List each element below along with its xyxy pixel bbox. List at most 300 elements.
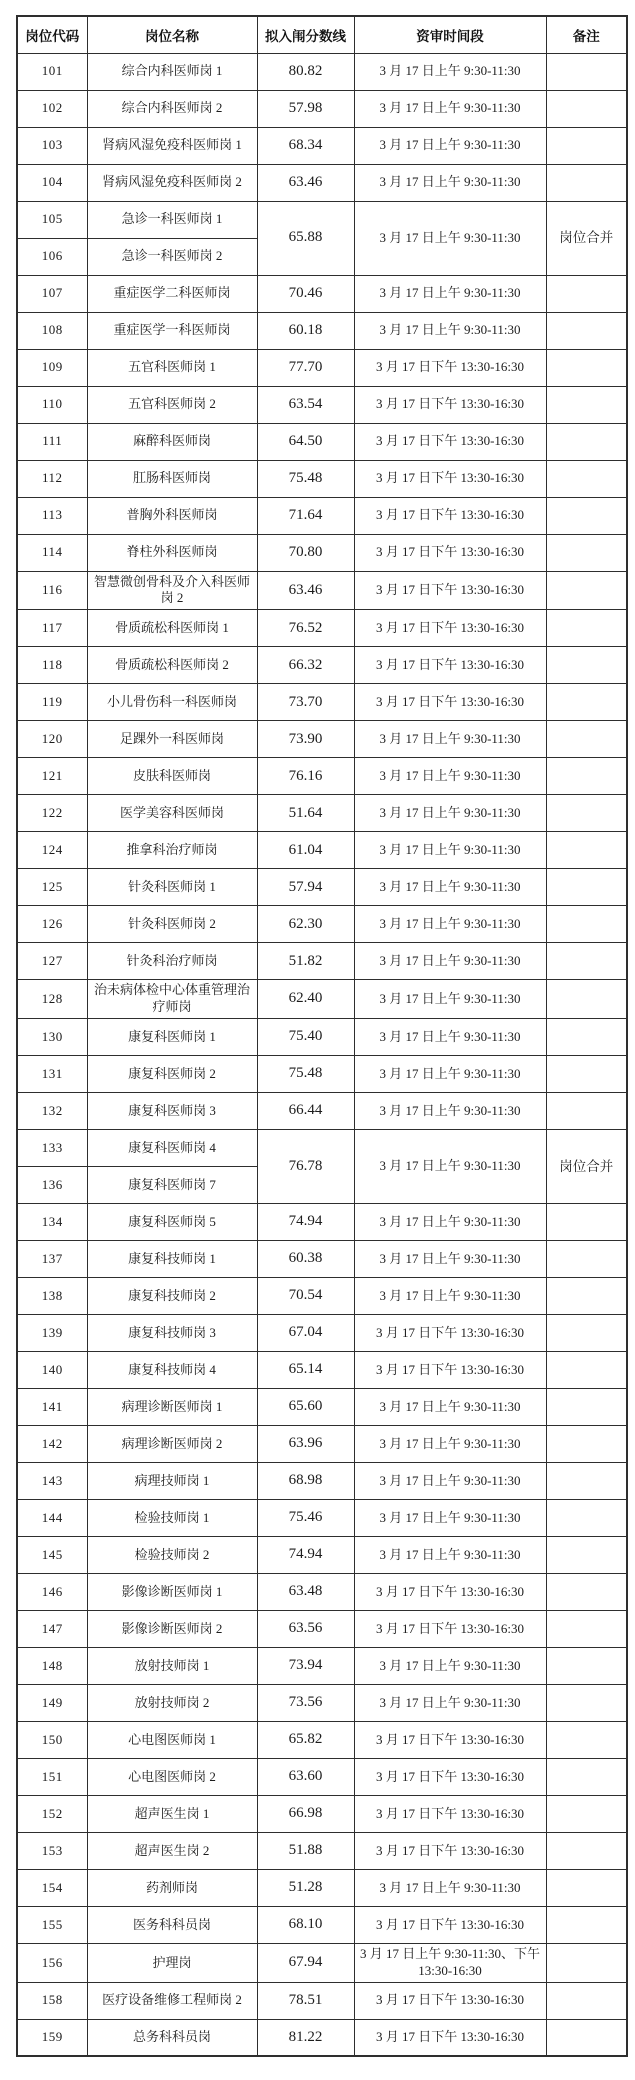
cell-position-code: 101 bbox=[17, 53, 87, 90]
cell-remarks bbox=[546, 1982, 627, 2019]
cell-score-line: 81.22 bbox=[257, 2019, 354, 2056]
table-row bbox=[17, 201, 627, 238]
cell-score-line: 70.54 bbox=[257, 1278, 354, 1315]
cell-position-code: 155 bbox=[17, 1907, 87, 1944]
cell-position-name: 康复科技师岗 1 bbox=[87, 1241, 257, 1278]
cell-score-line: 63.54 bbox=[257, 386, 354, 423]
cell-score-line: 51.88 bbox=[257, 1833, 354, 1870]
cell-remarks bbox=[546, 1500, 627, 1537]
cell-position-code: 116 bbox=[17, 571, 87, 610]
cell-score-line: 67.04 bbox=[257, 1315, 354, 1352]
cell-review-time: 3 月 17 日下午 13:30-16:30 bbox=[354, 571, 546, 610]
table-row bbox=[17, 1389, 627, 1426]
cell-position-name: 骨质疏松科医师岗 2 bbox=[87, 647, 257, 684]
cell-remarks bbox=[546, 1611, 627, 1648]
cell-score-line: 75.40 bbox=[257, 1019, 354, 1056]
table-row bbox=[17, 1130, 627, 1167]
cell-position-code: 125 bbox=[17, 869, 87, 906]
cell-remarks bbox=[546, 1796, 627, 1833]
cell-review-time: 3 月 17 日上午 9:30-11:30 bbox=[354, 90, 546, 127]
cell-position-code: 133 bbox=[17, 1130, 87, 1167]
cell-position-code: 107 bbox=[17, 275, 87, 312]
cell-position-code: 134 bbox=[17, 1204, 87, 1241]
cell-position-code: 144 bbox=[17, 1500, 87, 1537]
cell-remarks bbox=[546, 349, 627, 386]
cell-position-code: 121 bbox=[17, 758, 87, 795]
cell-remarks: 岗位合并 bbox=[546, 201, 627, 275]
cell-remarks bbox=[546, 943, 627, 980]
cell-remarks bbox=[546, 647, 627, 684]
cell-review-time: 3 月 17 日上午 9:30-11:30 bbox=[354, 164, 546, 201]
cell-position-name: 康复科医师岗 7 bbox=[87, 1167, 257, 1204]
cell-position-code: 147 bbox=[17, 1611, 87, 1648]
cell-position-name: 病理诊断医师岗 1 bbox=[87, 1389, 257, 1426]
cell-remarks bbox=[546, 90, 627, 127]
cell-remarks bbox=[546, 1389, 627, 1426]
cell-score-line: 78.51 bbox=[257, 1982, 354, 2019]
table-row bbox=[17, 1870, 627, 1907]
table-row bbox=[17, 1759, 627, 1796]
cell-score-line: 62.30 bbox=[257, 906, 354, 943]
cell-remarks bbox=[546, 127, 627, 164]
cell-remarks bbox=[546, 1685, 627, 1722]
cell-position-name: 病理诊断医师岗 2 bbox=[87, 1426, 257, 1463]
cell-remarks bbox=[546, 423, 627, 460]
cell-remarks bbox=[546, 1241, 627, 1278]
table-row bbox=[17, 423, 627, 460]
cell-position-name: 五官科医师岗 1 bbox=[87, 349, 257, 386]
table-row bbox=[17, 647, 627, 684]
cell-position-name: 推拿科治疗师岗 bbox=[87, 832, 257, 869]
cell-remarks bbox=[546, 1907, 627, 1944]
cell-position-code: 131 bbox=[17, 1056, 87, 1093]
cell-remarks bbox=[546, 869, 627, 906]
cell-position-name: 心电图医师岗 1 bbox=[87, 1722, 257, 1759]
cell-position-code: 126 bbox=[17, 906, 87, 943]
cell-remarks bbox=[546, 53, 627, 90]
cell-position-name: 病理技师岗 1 bbox=[87, 1463, 257, 1500]
cell-review-time: 3 月 17 日上午 9:30-11:30 bbox=[354, 795, 546, 832]
cell-position-name: 急诊一科医师岗 1 bbox=[87, 201, 257, 238]
cell-score-line: 74.94 bbox=[257, 1537, 354, 1574]
cell-score-line: 68.10 bbox=[257, 1907, 354, 1944]
table-row bbox=[17, 497, 627, 534]
cell-score-line: 63.48 bbox=[257, 1574, 354, 1611]
cell-position-code: 151 bbox=[17, 1759, 87, 1796]
cell-score-line: 65.14 bbox=[257, 1352, 354, 1389]
cell-position-name: 脊柱外科医师岗 bbox=[87, 534, 257, 571]
table-row bbox=[17, 1500, 627, 1537]
cell-remarks bbox=[546, 1278, 627, 1315]
cell-position-name: 总务科科员岗 bbox=[87, 2019, 257, 2056]
table-row bbox=[17, 610, 627, 647]
table-row bbox=[17, 1426, 627, 1463]
table-row bbox=[17, 795, 627, 832]
cell-review-time: 3 月 17 日上午 9:30-11:30 bbox=[354, 1019, 546, 1056]
cell-review-time: 3 月 17 日下午 13:30-16:30 bbox=[354, 349, 546, 386]
table-row bbox=[17, 1611, 627, 1648]
cell-score-line: 76.16 bbox=[257, 758, 354, 795]
header-row bbox=[17, 16, 627, 53]
cell-score-line: 65.60 bbox=[257, 1389, 354, 1426]
cell-score-line: 63.96 bbox=[257, 1426, 354, 1463]
cell-remarks bbox=[546, 832, 627, 869]
cell-position-name: 护理岗 bbox=[87, 1944, 257, 1983]
cell-position-code: 143 bbox=[17, 1463, 87, 1500]
cell-remarks bbox=[546, 460, 627, 497]
cell-review-time: 3 月 17 日上午 9:30-11:30 bbox=[354, 1278, 546, 1315]
cell-position-name: 康复科医师岗 1 bbox=[87, 1019, 257, 1056]
table-row bbox=[17, 721, 627, 758]
cell-remarks: 岗位合并 bbox=[546, 1130, 627, 1204]
cell-score-line: 66.32 bbox=[257, 647, 354, 684]
cell-position-code: 145 bbox=[17, 1537, 87, 1574]
cell-position-name: 康复科医师岗 4 bbox=[87, 1130, 257, 1167]
table-row bbox=[17, 980, 627, 1019]
cell-review-time: 3 月 17 日上午 9:30-11:30 bbox=[354, 1648, 546, 1685]
table-row bbox=[17, 386, 627, 423]
cell-position-code: 127 bbox=[17, 943, 87, 980]
cell-review-time: 3 月 17 日上午 9:30-11:30 bbox=[354, 53, 546, 90]
cell-position-code: 154 bbox=[17, 1870, 87, 1907]
cell-score-line: 63.56 bbox=[257, 1611, 354, 1648]
cell-position-name: 康复科医师岗 3 bbox=[87, 1093, 257, 1130]
cell-review-time: 3 月 17 日上午 9:30-11:30 bbox=[354, 1463, 546, 1500]
cell-score-line: 63.46 bbox=[257, 164, 354, 201]
table-row bbox=[17, 571, 627, 610]
cell-review-time: 3 月 17 日上午 9:30-11:30 bbox=[354, 1204, 546, 1241]
cell-score-line: 64.50 bbox=[257, 423, 354, 460]
cell-position-code: 124 bbox=[17, 832, 87, 869]
table-row bbox=[17, 1574, 627, 1611]
cell-position-name: 超声医生岗 2 bbox=[87, 1833, 257, 1870]
cell-position-code: 108 bbox=[17, 312, 87, 349]
cell-remarks bbox=[546, 610, 627, 647]
cell-review-time: 3 月 17 日下午 13:30-16:30 bbox=[354, 1982, 546, 2019]
cell-position-code: 119 bbox=[17, 684, 87, 721]
cell-position-code: 130 bbox=[17, 1019, 87, 1056]
cell-position-code: 122 bbox=[17, 795, 87, 832]
cell-review-time: 3 月 17 日下午 13:30-16:30 bbox=[354, 1759, 546, 1796]
cell-position-code: 150 bbox=[17, 1722, 87, 1759]
cell-position-code: 104 bbox=[17, 164, 87, 201]
cell-review-time: 3 月 17 日上午 9:30-11:30 bbox=[354, 127, 546, 164]
cell-score-line: 60.18 bbox=[257, 312, 354, 349]
cell-position-code: 149 bbox=[17, 1685, 87, 1722]
cell-position-name: 麻醉科医师岗 bbox=[87, 423, 257, 460]
cell-review-time: 3 月 17 日下午 13:30-16:30 bbox=[354, 684, 546, 721]
cell-position-name: 肾病风湿免疫科医师岗 2 bbox=[87, 164, 257, 201]
cell-position-name: 普胸外科医师岗 bbox=[87, 497, 257, 534]
cell-score-line: 65.88 bbox=[257, 201, 354, 275]
cell-position-code: 112 bbox=[17, 460, 87, 497]
cell-position-name: 智慧微创骨科及介入科医师岗 2 bbox=[87, 571, 257, 610]
table-row bbox=[17, 1685, 627, 1722]
cell-score-line: 57.94 bbox=[257, 869, 354, 906]
cell-position-code: 159 bbox=[17, 2019, 87, 2056]
table-row bbox=[17, 1056, 627, 1093]
cell-review-time: 3 月 17 日下午 13:30-16:30 bbox=[354, 534, 546, 571]
col-header-position-code: 岗位代码 bbox=[17, 16, 87, 53]
cell-score-line: 51.82 bbox=[257, 943, 354, 980]
cell-remarks bbox=[546, 1759, 627, 1796]
table-row bbox=[17, 1796, 627, 1833]
cell-position-name: 足踝外一科医师岗 bbox=[87, 721, 257, 758]
cell-review-time: 3 月 17 日上午 9:30-11:30 bbox=[354, 312, 546, 349]
cell-review-time: 3 月 17 日上午 9:30-11:30 bbox=[354, 758, 546, 795]
cell-remarks bbox=[546, 1426, 627, 1463]
cell-position-name: 皮肤科医师岗 bbox=[87, 758, 257, 795]
cell-review-time: 3 月 17 日上午 9:30-11:30 bbox=[354, 201, 546, 275]
cell-position-code: 113 bbox=[17, 497, 87, 534]
table-row bbox=[17, 1907, 627, 1944]
cell-review-time: 3 月 17 日下午 13:30-16:30 bbox=[354, 647, 546, 684]
cell-score-line: 51.64 bbox=[257, 795, 354, 832]
cell-score-line: 67.94 bbox=[257, 1944, 354, 1983]
cell-review-time: 3 月 17 日上午 9:30-11:30 bbox=[354, 869, 546, 906]
cell-position-code: 132 bbox=[17, 1093, 87, 1130]
cell-review-time: 3 月 17 日上午 9:30-11:30 bbox=[354, 1056, 546, 1093]
table-row bbox=[17, 2019, 627, 2056]
cell-review-time: 3 月 17 日下午 13:30-16:30 bbox=[354, 1796, 546, 1833]
cell-score-line: 57.98 bbox=[257, 90, 354, 127]
cell-position-name: 骨质疏松科医师岗 1 bbox=[87, 610, 257, 647]
table-row bbox=[17, 1093, 627, 1130]
cell-remarks bbox=[546, 1574, 627, 1611]
cell-position-name: 五官科医师岗 2 bbox=[87, 386, 257, 423]
cell-review-time: 3 月 17 日上午 9:30-11:30 bbox=[354, 1870, 546, 1907]
cell-position-code: 152 bbox=[17, 1796, 87, 1833]
col-header-review-time: 资审时间段 bbox=[354, 16, 546, 53]
cell-position-name: 康复科技师岗 2 bbox=[87, 1278, 257, 1315]
cell-position-code: 142 bbox=[17, 1426, 87, 1463]
cell-position-name: 放射技师岗 1 bbox=[87, 1648, 257, 1685]
table-row bbox=[17, 758, 627, 795]
cell-position-name: 肛肠科医师岗 bbox=[87, 460, 257, 497]
cell-remarks bbox=[546, 1019, 627, 1056]
table-row bbox=[17, 275, 627, 312]
cell-remarks bbox=[546, 312, 627, 349]
cell-score-line: 80.82 bbox=[257, 53, 354, 90]
cell-review-time: 3 月 17 日上午 9:30-11:30、下午 13:30-16:30 bbox=[354, 1944, 546, 1983]
cell-position-name: 医务科科员岗 bbox=[87, 1907, 257, 1944]
cell-score-line: 73.94 bbox=[257, 1648, 354, 1685]
cell-review-time: 3 月 17 日上午 9:30-11:30 bbox=[354, 1685, 546, 1722]
cell-position-name: 检验技师岗 1 bbox=[87, 1500, 257, 1537]
cell-position-name: 治未病体检中心体重管理治疗师岗 bbox=[87, 980, 257, 1019]
cell-position-name: 药剂师岗 bbox=[87, 1870, 257, 1907]
cell-position-name: 医疗设备维修工程师岗 2 bbox=[87, 1982, 257, 2019]
cell-score-line: 70.80 bbox=[257, 534, 354, 571]
cell-score-line: 70.46 bbox=[257, 275, 354, 312]
cell-remarks bbox=[546, 1056, 627, 1093]
table-row bbox=[17, 127, 627, 164]
table-row bbox=[17, 164, 627, 201]
cell-remarks bbox=[546, 164, 627, 201]
cell-position-name: 超声医生岗 1 bbox=[87, 1796, 257, 1833]
cell-score-line: 63.60 bbox=[257, 1759, 354, 1796]
cell-review-time: 3 月 17 日下午 13:30-16:30 bbox=[354, 497, 546, 534]
cell-review-time: 3 月 17 日下午 13:30-16:30 bbox=[354, 1833, 546, 1870]
cell-score-line: 61.04 bbox=[257, 832, 354, 869]
table-row bbox=[17, 943, 627, 980]
cell-remarks bbox=[546, 2019, 627, 2056]
cell-position-name: 影像诊断医师岗 2 bbox=[87, 1611, 257, 1648]
table-row bbox=[17, 90, 627, 127]
col-header-score-line: 拟入闱分数线 bbox=[257, 16, 354, 53]
cell-score-line: 76.78 bbox=[257, 1130, 354, 1204]
cell-position-name: 康复科技师岗 3 bbox=[87, 1315, 257, 1352]
cell-position-name: 放射技师岗 2 bbox=[87, 1685, 257, 1722]
cell-review-time: 3 月 17 日下午 13:30-16:30 bbox=[354, 460, 546, 497]
cell-review-time: 3 月 17 日下午 13:30-16:30 bbox=[354, 2019, 546, 2056]
cell-position-code: 146 bbox=[17, 1574, 87, 1611]
cell-remarks bbox=[546, 1204, 627, 1241]
table-row bbox=[17, 53, 627, 90]
cell-position-code: 139 bbox=[17, 1315, 87, 1352]
cell-score-line: 71.64 bbox=[257, 497, 354, 534]
cell-review-time: 3 月 17 日下午 13:30-16:30 bbox=[354, 610, 546, 647]
cell-remarks bbox=[546, 684, 627, 721]
cell-position-name: 康复科技师岗 4 bbox=[87, 1352, 257, 1389]
cell-remarks bbox=[546, 1833, 627, 1870]
cell-review-time: 3 月 17 日下午 13:30-16:30 bbox=[354, 386, 546, 423]
cell-review-time: 3 月 17 日上午 9:30-11:30 bbox=[354, 1241, 546, 1278]
cell-review-time: 3 月 17 日下午 13:30-16:30 bbox=[354, 1574, 546, 1611]
cell-remarks bbox=[546, 1315, 627, 1352]
cell-position-name: 重症医学二科医师岗 bbox=[87, 275, 257, 312]
cell-remarks bbox=[546, 1352, 627, 1389]
cell-score-line: 62.40 bbox=[257, 980, 354, 1019]
cell-position-code: 137 bbox=[17, 1241, 87, 1278]
cell-score-line: 75.46 bbox=[257, 1500, 354, 1537]
cell-position-name: 针灸科医师岗 2 bbox=[87, 906, 257, 943]
cell-review-time: 3 月 17 日上午 9:30-11:30 bbox=[354, 1093, 546, 1130]
cell-review-time: 3 月 17 日上午 9:30-11:30 bbox=[354, 1537, 546, 1574]
cell-position-code: 140 bbox=[17, 1352, 87, 1389]
cell-review-time: 3 月 17 日上午 9:30-11:30 bbox=[354, 275, 546, 312]
cell-remarks bbox=[546, 534, 627, 571]
table-row bbox=[17, 1944, 627, 1983]
cell-score-line: 73.56 bbox=[257, 1685, 354, 1722]
table-row bbox=[17, 1648, 627, 1685]
col-header-position-name: 岗位名称 bbox=[87, 16, 257, 53]
cell-score-line: 75.48 bbox=[257, 460, 354, 497]
cell-position-code: 117 bbox=[17, 610, 87, 647]
cell-position-name: 心电图医师岗 2 bbox=[87, 1759, 257, 1796]
table-row bbox=[17, 534, 627, 571]
cell-remarks bbox=[546, 275, 627, 312]
table-row bbox=[17, 684, 627, 721]
table-row bbox=[17, 1019, 627, 1056]
cell-remarks bbox=[546, 497, 627, 534]
cell-position-code: 156 bbox=[17, 1944, 87, 1983]
cell-remarks bbox=[546, 980, 627, 1019]
cell-score-line: 73.70 bbox=[257, 684, 354, 721]
cell-review-time: 3 月 17 日上午 9:30-11:30 bbox=[354, 721, 546, 758]
cell-review-time: 3 月 17 日下午 13:30-16:30 bbox=[354, 1611, 546, 1648]
table-row bbox=[17, 906, 627, 943]
table-row bbox=[17, 460, 627, 497]
cell-position-code: 136 bbox=[17, 1167, 87, 1204]
table-row bbox=[17, 1463, 627, 1500]
cell-position-name: 康复科医师岗 2 bbox=[87, 1056, 257, 1093]
table-row bbox=[17, 1982, 627, 2019]
cell-remarks bbox=[546, 1093, 627, 1130]
cell-review-time: 3 月 17 日上午 9:30-11:30 bbox=[354, 906, 546, 943]
table-row bbox=[17, 1352, 627, 1389]
cell-position-code: 110 bbox=[17, 386, 87, 423]
cell-score-line: 68.98 bbox=[257, 1463, 354, 1500]
cell-position-name: 综合内科医师岗 1 bbox=[87, 53, 257, 90]
table-row bbox=[17, 1204, 627, 1241]
cell-review-time: 3 月 17 日下午 13:30-16:30 bbox=[354, 1722, 546, 1759]
cell-position-code: 111 bbox=[17, 423, 87, 460]
cell-position-code: 153 bbox=[17, 1833, 87, 1870]
cell-position-code: 102 bbox=[17, 90, 87, 127]
cell-score-line: 65.82 bbox=[257, 1722, 354, 1759]
cell-remarks bbox=[546, 386, 627, 423]
table-row bbox=[17, 869, 627, 906]
cell-position-code: 158 bbox=[17, 1982, 87, 2019]
cell-remarks bbox=[546, 1944, 627, 1983]
cell-review-time: 3 月 17 日上午 9:30-11:30 bbox=[354, 1130, 546, 1204]
cell-position-code: 103 bbox=[17, 127, 87, 164]
cell-review-time: 3 月 17 日上午 9:30-11:30 bbox=[354, 1426, 546, 1463]
cell-remarks bbox=[546, 795, 627, 832]
cell-score-line: 77.70 bbox=[257, 349, 354, 386]
cell-position-name: 检验技师岗 2 bbox=[87, 1537, 257, 1574]
table-row bbox=[17, 1722, 627, 1759]
cell-score-line: 76.52 bbox=[257, 610, 354, 647]
cell-position-code: 120 bbox=[17, 721, 87, 758]
cell-position-code: 148 bbox=[17, 1648, 87, 1685]
cell-score-line: 66.98 bbox=[257, 1796, 354, 1833]
cell-score-line: 75.48 bbox=[257, 1056, 354, 1093]
cell-score-line: 66.44 bbox=[257, 1093, 354, 1130]
cell-review-time: 3 月 17 日下午 13:30-16:30 bbox=[354, 1352, 546, 1389]
cell-position-name: 影像诊断医师岗 1 bbox=[87, 1574, 257, 1611]
cell-score-line: 73.90 bbox=[257, 721, 354, 758]
cell-position-name: 肾病风湿免疫科医师岗 1 bbox=[87, 127, 257, 164]
cell-score-line: 51.28 bbox=[257, 1870, 354, 1907]
cell-score-line: 68.34 bbox=[257, 127, 354, 164]
cell-position-name: 针灸科治疗师岗 bbox=[87, 943, 257, 980]
cell-remarks bbox=[546, 758, 627, 795]
cell-position-code: 109 bbox=[17, 349, 87, 386]
cell-remarks bbox=[546, 906, 627, 943]
cell-position-name: 综合内科医师岗 2 bbox=[87, 90, 257, 127]
cell-remarks bbox=[546, 1537, 627, 1574]
cell-review-time: 3 月 17 日上午 9:30-11:30 bbox=[354, 980, 546, 1019]
table-body bbox=[17, 53, 627, 2056]
cell-position-code: 105 bbox=[17, 201, 87, 238]
table-row bbox=[17, 312, 627, 349]
cell-position-name: 小儿骨伤科一科医师岗 bbox=[87, 684, 257, 721]
table-row bbox=[17, 1278, 627, 1315]
cell-score-line: 60.38 bbox=[257, 1241, 354, 1278]
cell-review-time: 3 月 17 日上午 9:30-11:30 bbox=[354, 943, 546, 980]
cell-position-code: 118 bbox=[17, 647, 87, 684]
cell-score-line: 63.46 bbox=[257, 571, 354, 610]
cell-score-line: 74.94 bbox=[257, 1204, 354, 1241]
table-row bbox=[17, 1315, 627, 1352]
cell-position-name: 重症医学一科医师岗 bbox=[87, 312, 257, 349]
table-row bbox=[17, 1537, 627, 1574]
cell-position-name: 康复科医师岗 5 bbox=[87, 1204, 257, 1241]
cell-remarks bbox=[546, 1463, 627, 1500]
cell-position-code: 138 bbox=[17, 1278, 87, 1315]
